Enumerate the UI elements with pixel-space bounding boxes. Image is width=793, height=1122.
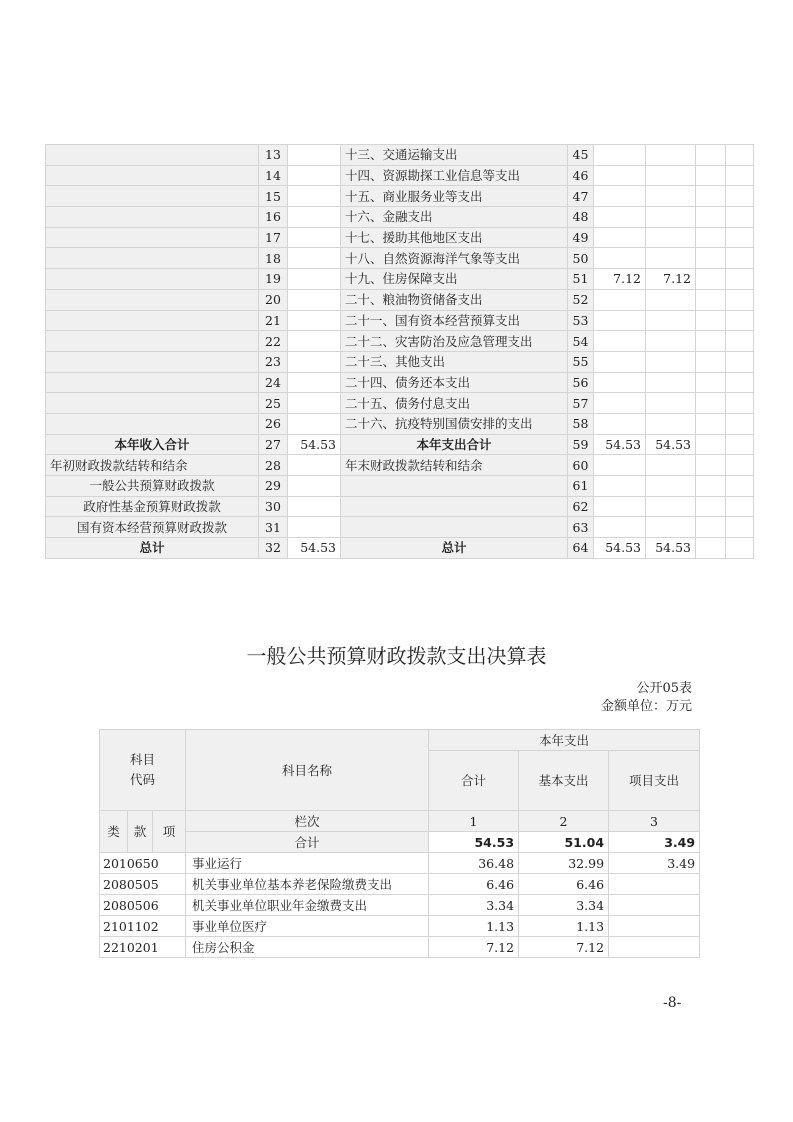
expenditure-state-capital [726,517,754,538]
table-row [46,145,754,166]
income-line-number: 22 [259,331,288,352]
header-col-label: 栏次 [186,811,429,832]
income-item-label: 总计 [46,538,259,559]
table-row [46,310,754,331]
expenditure-total [594,476,646,497]
table-row [46,165,754,186]
expenditure-state-capital [726,434,754,455]
expenditure-total [594,248,646,269]
income-item-label [46,207,259,228]
income-item-label [46,289,259,310]
expenditure-general-budget [646,248,696,269]
table-row [46,496,754,517]
expenditure-item-label: 年末财政拨款结转和结余 [341,455,568,476]
table-row [46,413,754,434]
header-basic: 基本支出 [519,751,609,811]
table-row [46,269,754,290]
expenditure-state-capital [726,145,754,166]
table-row [46,538,754,559]
expenditure-state-capital [726,476,754,497]
income-amount [288,372,341,393]
expenditure-item-label [341,496,568,517]
expenditure-fund-budget [696,413,726,434]
income-line-number: 18 [259,248,288,269]
expenditure-total [594,289,646,310]
basic-amount: 3.34 [519,895,609,916]
subject-code: 2210201 [100,937,186,958]
income-line-number: 29 [259,476,288,497]
expenditure-state-capital [726,310,754,331]
expenditure-fund-budget [696,248,726,269]
expenditure-line-number: 61 [568,476,594,497]
sum-project: 3.49 [609,832,700,853]
income-amount [288,310,341,331]
expenditure-state-capital [726,372,754,393]
expenditure-general-budget [646,186,696,207]
subject-name: 机关事业单位基本养老保险缴费支出 [186,874,429,895]
income-line-number: 15 [259,186,288,207]
total-amount: 36.48 [429,853,519,874]
expenditure-item-label: 十五、商业服务业等支出 [341,186,568,207]
expenditure-general-budget [646,455,696,476]
income-line-number: 16 [259,207,288,228]
income-amount [288,227,341,248]
income-line-number: 23 [259,351,288,372]
sum-basic: 51.04 [519,832,609,853]
expenditure-general-budget: 54.53 [646,538,696,559]
income-line-number: 25 [259,393,288,414]
expenditure-line-number: 51 [568,269,594,290]
expenditure-item-label: 十三、交通运输支出 [341,145,568,166]
subject-code: 2080505 [100,874,186,895]
income-amount [288,413,341,434]
income-item-label [46,145,259,166]
header-project: 项目支出 [609,751,700,811]
expenditure-total: 7.12 [594,269,646,290]
expenditure-item-label: 二十三、其他支出 [341,351,568,372]
table-row [100,895,700,916]
income-line-number: 24 [259,372,288,393]
header-this-year: 本年支出 [429,730,700,751]
expenditure-line-number: 64 [568,538,594,559]
expenditure-general-budget [646,331,696,352]
income-expenditure-table [45,144,754,559]
expenditure-fund-budget [696,310,726,331]
expenditure-total [594,227,646,248]
expenditure-fund-budget [696,269,726,290]
income-amount [288,289,341,310]
expenditure-item-label: 二十、粮油物资储备支出 [341,289,568,310]
expenditure-fund-budget [696,393,726,414]
income-line-number: 27 [259,434,288,455]
expenditure-general-budget [646,372,696,393]
header-col2: 2 [519,811,609,832]
basic-amount: 6.46 [519,874,609,895]
expenditure-general-budget [646,476,696,497]
basic-amount: 1.13 [519,916,609,937]
expenditure-line-number: 48 [568,207,594,228]
expenditure-line-number: 59 [568,434,594,455]
table-row [46,476,754,497]
expenditure-line-number: 55 [568,351,594,372]
table-row [46,372,754,393]
header-total: 合计 [429,751,519,811]
table-row [46,248,754,269]
expenditure-state-capital [726,165,754,186]
expenditure-fund-budget [696,455,726,476]
expenditure-state-capital [726,227,754,248]
project-amount [609,937,700,958]
expenditure-line-number: 56 [568,372,594,393]
page-number: -8- [663,995,682,1011]
expenditure-total [594,331,646,352]
expenditure-item-label: 十四、资源勘探工业信息等支出 [341,165,568,186]
income-item-label: 国有资本经营预算财政拨款 [46,517,259,538]
table-row [46,207,754,228]
expenditure-item-label: 二十六、抗疫特别国债安排的支出 [341,413,568,434]
expenditure-state-capital [726,289,754,310]
total-amount: 1.13 [429,916,519,937]
expenditure-fund-budget [696,496,726,517]
expenditure-state-capital [726,269,754,290]
expenditure-fund-budget [696,476,726,497]
expenditure-total: 54.53 [594,434,646,455]
income-line-number: 32 [259,538,288,559]
header-lei: 类 [100,811,128,853]
expenditure-line-number: 52 [568,289,594,310]
expenditure-general-budget [646,413,696,434]
expenditure-total [594,455,646,476]
income-item-label [46,413,259,434]
project-amount: 3.49 [609,853,700,874]
income-amount: 54.53 [288,538,341,559]
income-item-label: 政府性基金预算财政拨款 [46,496,259,517]
expenditure-item-label: 二十二、灾害防治及应急管理支出 [341,331,568,352]
expenditure-total [594,145,646,166]
expenditure-fund-budget [696,538,726,559]
subject-code: 2080506 [100,895,186,916]
expenditure-state-capital [726,496,754,517]
income-amount [288,331,341,352]
expenditure-total: 54.53 [594,538,646,559]
table-row [100,874,700,895]
income-line-number: 20 [259,289,288,310]
subject-name: 事业运行 [186,853,429,874]
amount-unit: 金额单位：万元 [600,699,692,714]
income-item-label [46,269,259,290]
income-item-label [46,248,259,269]
expenditure-table [99,729,700,958]
expenditure-general-budget [646,496,696,517]
expenditure-total [594,165,646,186]
expenditure-fund-budget [696,145,726,166]
expenditure-general-budget [646,310,696,331]
expenditure-fund-budget [696,227,726,248]
subject-name: 事业单位医疗 [186,916,429,937]
expenditure-fund-budget [696,434,726,455]
table-row [100,916,700,937]
table-row [46,434,754,455]
expenditure-general-budget: 54.53 [646,434,696,455]
expenditure-general-budget [646,289,696,310]
expenditure-total [594,496,646,517]
expenditure-state-capital [726,248,754,269]
expenditure-fund-budget [696,372,726,393]
expenditure-general-budget [646,227,696,248]
income-item-label: 年初财政拨款结转和结余 [46,455,259,476]
income-item-label [46,331,259,352]
expenditure-state-capital [726,331,754,352]
expenditure-line-number: 54 [568,331,594,352]
expenditure-item-label [341,517,568,538]
expenditure-line-number: 50 [568,248,594,269]
expenditure-fund-budget [696,186,726,207]
expenditure-line-number: 53 [568,310,594,331]
expenditure-fund-budget [696,165,726,186]
income-amount [288,207,341,228]
income-line-number: 28 [259,455,288,476]
header-col1: 1 [429,811,519,832]
expenditure-total [594,310,646,331]
expenditure-line-number: 47 [568,186,594,207]
expenditure-general-budget: 7.12 [646,269,696,290]
income-amount [288,517,341,538]
table-title: 一般公共预算财政拨款支出决算表 [246,644,547,668]
expenditure-state-capital [726,351,754,372]
expenditure-line-number: 60 [568,455,594,476]
income-amount [288,455,341,476]
expenditure-general-budget [646,165,696,186]
income-line-number: 17 [259,227,288,248]
income-line-number: 26 [259,413,288,434]
expenditure-line-number: 57 [568,393,594,414]
expenditure-state-capital [726,393,754,414]
total-amount: 6.46 [429,874,519,895]
header-name: 科目名称 [186,730,429,811]
total-amount: 3.34 [429,895,519,916]
income-item-label [46,227,259,248]
expenditure-item-label: 十六、金融支出 [341,207,568,228]
income-item-label: 本年收入合计 [46,434,259,455]
income-amount [288,351,341,372]
expenditure-total [594,207,646,228]
expenditure-total [594,372,646,393]
table-row [46,393,754,414]
form-number: 公开05表 [636,681,692,696]
expenditure-fund-budget [696,517,726,538]
income-amount [288,248,341,269]
header-xiang: 项 [153,811,186,853]
expenditure-line-number: 63 [568,517,594,538]
income-item-label [46,351,259,372]
expenditure-item-label: 二十四、债务还本支出 [341,372,568,393]
table-row [46,351,754,372]
expenditure-state-capital [726,413,754,434]
table-row [46,455,754,476]
expenditure-general-budget [646,145,696,166]
header-col3: 3 [609,811,700,832]
expenditure-total [594,393,646,414]
expenditure-fund-budget [696,351,726,372]
expenditure-general-budget [646,351,696,372]
expenditure-total [594,351,646,372]
expenditure-state-capital [726,186,754,207]
header-kuan: 款 [128,811,153,853]
income-item-label: 一般公共预算财政拨款 [46,476,259,497]
expenditure-item-label: 二十一、国有资本经营预算支出 [341,310,568,331]
income-line-number: 19 [259,269,288,290]
basic-amount: 32.99 [519,853,609,874]
expenditure-fund-budget [696,207,726,228]
expenditure-state-capital [726,207,754,228]
income-amount [288,393,341,414]
income-amount [288,476,341,497]
expenditure-fund-budget [696,331,726,352]
basic-amount: 7.12 [519,937,609,958]
sum-label: 合计 [186,832,429,853]
expenditure-item-label: 总计 [341,538,568,559]
table-row [100,853,700,874]
expenditure-general-budget [646,517,696,538]
expenditure-item-label: 十九、住房保障支出 [341,269,568,290]
expenditure-general-budget [646,393,696,414]
subject-code: 2101102 [100,916,186,937]
expenditure-state-capital [726,538,754,559]
income-amount [288,186,341,207]
expenditure-item-label: 本年支出合计 [341,434,568,455]
expenditure-item-label: 十七、援助其他地区支出 [341,227,568,248]
income-item-label [46,186,259,207]
table-row [46,186,754,207]
income-amount [288,165,341,186]
income-line-number: 30 [259,496,288,517]
income-amount [288,496,341,517]
income-amount [288,269,341,290]
income-amount [288,145,341,166]
expenditure-line-number: 45 [568,145,594,166]
income-item-label [46,310,259,331]
income-item-label [46,372,259,393]
expenditure-general-budget [646,207,696,228]
expenditure-total [594,517,646,538]
expenditure-line-number: 46 [568,165,594,186]
expenditure-state-capital [726,455,754,476]
expenditure-line-number: 49 [568,227,594,248]
table-row [46,517,754,538]
table-row [100,937,700,958]
expenditure-line-number: 58 [568,413,594,434]
subject-code: 2010650 [100,853,186,874]
expenditure-total [594,413,646,434]
income-line-number: 31 [259,517,288,538]
income-line-number: 13 [259,145,288,166]
income-line-number: 21 [259,310,288,331]
income-line-number: 14 [259,165,288,186]
table-row [46,289,754,310]
project-amount [609,874,700,895]
header-code: 科目 代码 [100,730,186,811]
sum-total: 54.53 [429,832,519,853]
total-amount: 7.12 [429,937,519,958]
table-row [46,227,754,248]
income-amount: 54.53 [288,434,341,455]
expenditure-line-number: 62 [568,496,594,517]
income-item-label [46,393,259,414]
expenditure-total [594,186,646,207]
expenditure-item-label [341,476,568,497]
subject-name: 住房公积金 [186,937,429,958]
expenditure-item-label: 十八、自然资源海洋气象等支出 [341,248,568,269]
table-row [46,331,754,352]
project-amount [609,916,700,937]
income-item-label [46,165,259,186]
expenditure-fund-budget [696,289,726,310]
expenditure-item-label: 二十五、债务付息支出 [341,393,568,414]
subject-name: 机关事业单位职业年金缴费支出 [186,895,429,916]
project-amount [609,895,700,916]
